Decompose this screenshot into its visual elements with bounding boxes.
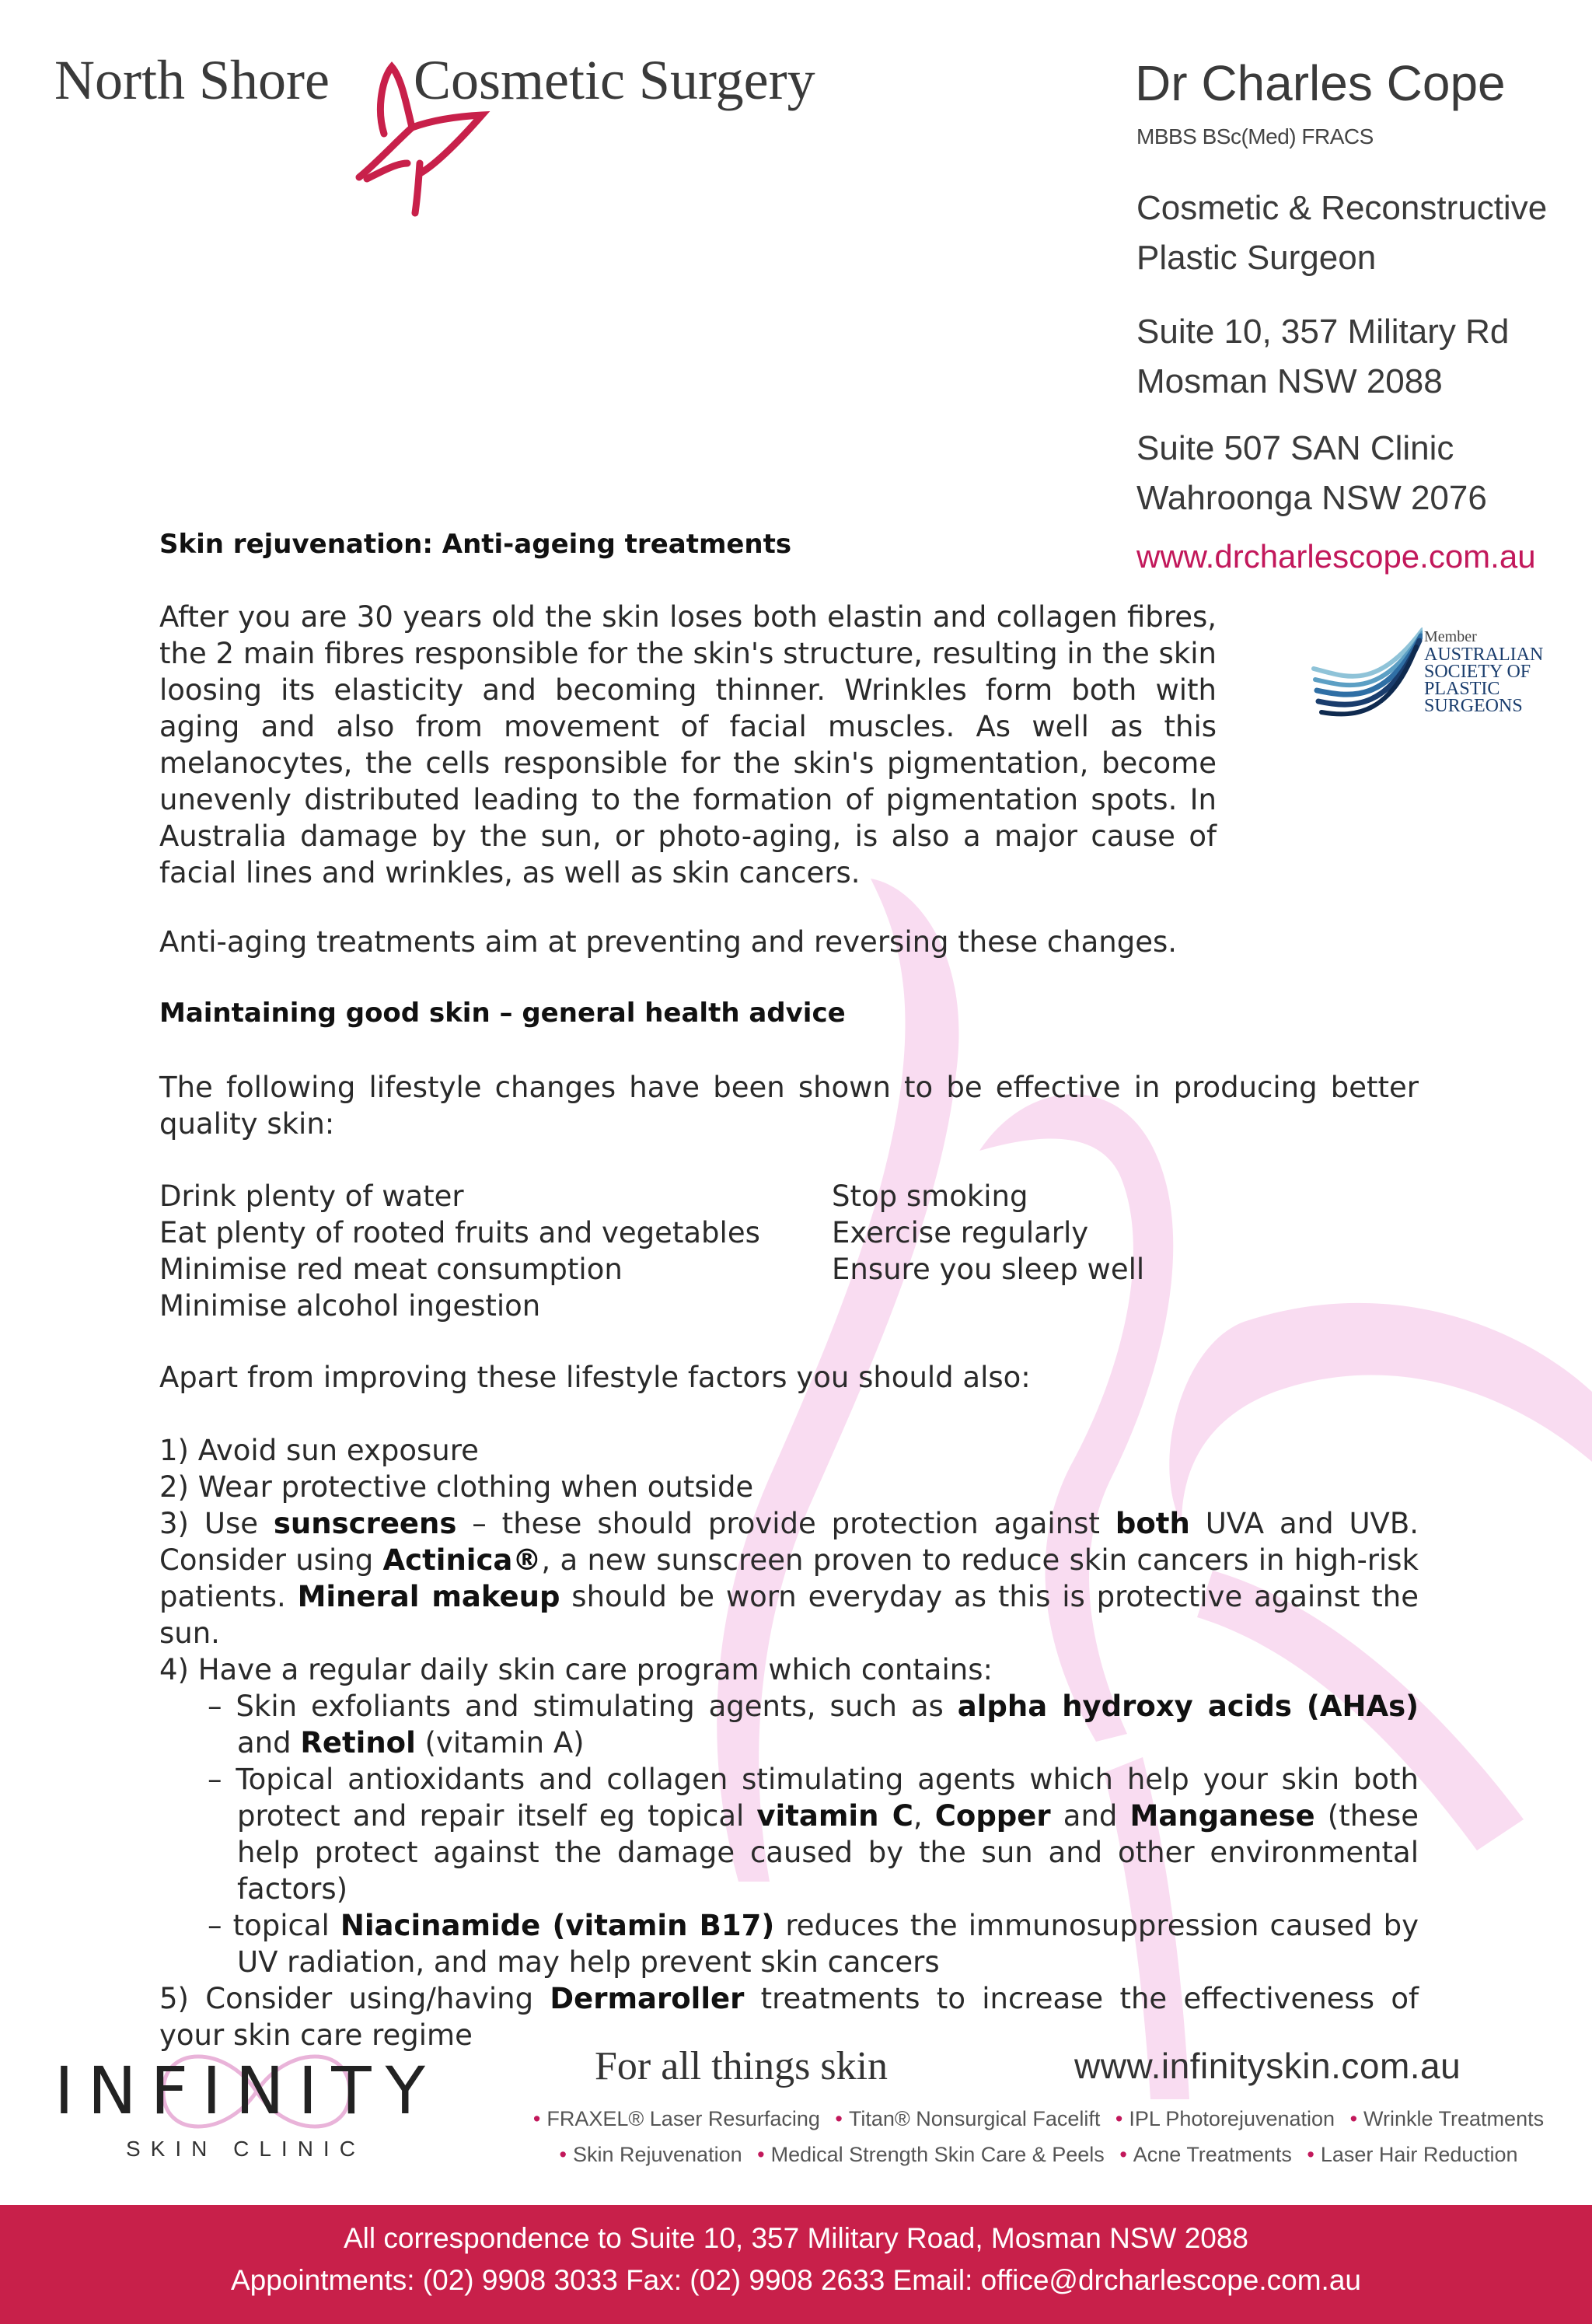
heading-maintaining-skin: Maintaining good skin – general health advice [159, 998, 846, 1029]
apart-from-paragraph: Apart from improving these lifestyle factors you should also: [159, 1361, 1031, 1394]
infinity-skin-clinic-logo [54, 2029, 459, 2161]
service-item: • Acne Treatments [1110, 2143, 1292, 2166]
list-item: Ensure you sleep well [832, 1253, 1145, 1286]
contact-details-line: Appointments: (02) 9908 3033 Fax: (02) 9908 2633 Email: office@drcharlescope.com.au [231, 2264, 1361, 2296]
service-item: • Laser Hair Reduction [1297, 2143, 1517, 2166]
list-item: Minimise alcohol ingestion [159, 1289, 541, 1323]
service-item: • FRAXEL® Laser Resurfacing [524, 2107, 820, 2130]
service-item: • Wrinkle Treatments [1341, 2107, 1545, 2130]
asps-line4: SURGEONS [1424, 696, 1523, 716]
service-item: • IPL Photorejuvenation [1106, 2107, 1335, 2130]
list-item: Drink plenty of water [159, 1179, 464, 1213]
lifestyle-list-right [832, 1178, 1144, 1288]
asps-line3: PLASTIC [1424, 679, 1500, 699]
doctor-title-line1: Cosmetic & Reconstructive [1136, 189, 1548, 227]
brand-right: Cosmetic Surgery [413, 49, 815, 111]
doctor-name: Dr Charles Cope [1135, 55, 1506, 111]
services-row-1 [498, 2101, 1570, 2137]
doctor-qualifications: MBBS BSc(Med) FRACS [1136, 124, 1374, 149]
asps-swoosh-icon [1306, 622, 1423, 731]
service-item: • Skin Rejuvenation [550, 2143, 742, 2166]
heading-skin-rejuvenation: Skin rejuvenation: Anti-ageing treatments [159, 529, 792, 560]
intro-paragraph: After you are 30 years old the skin loses both elastin and collagen fibres, the 2 main fibres responsible for the skin's structure, resulting in the skin loosing its elasticity and becoming thinner. Wrinkles form both with aging and also from movement of facial muscles. As well as this melanocytes, the cells responsible for the skin's pigmentation, become unevenly distributed leading to the formation of pigmentation spots. In Australia damage by the sun, or photo-aging, is also a major cause of facial lines and wrinkles, as well as skin cancers. [159, 600, 1217, 889]
anti-aging-aim-paragraph: Anti-aging treatments aim at preventing and reversing these changes. [159, 925, 1178, 959]
step-4-sub-3: – topical Niacinamide (vitamin B17) reduces the immunosuppression caused by UV radiation, and may help prevent skin cancers [208, 1909, 1419, 1979]
butterfly-logo-icon [336, 47, 491, 218]
practice-website-link[interactable]: www.drcharlescope.com.au [1136, 538, 1536, 575]
infinity-tagline: For all things skin [595, 2044, 889, 2088]
list-item: Stop smoking [832, 1179, 1028, 1213]
address-mosman [1136, 307, 1572, 407]
lifestyle-intro-paragraph: The following lifestyle changes have been shown to be effective in producing better quality skin: [159, 1071, 1419, 1141]
infinity-website-link[interactable]: www.infinityskin.com.au [1074, 2046, 1461, 2086]
asps-member-badge [1306, 622, 1555, 731]
step-2: 2) Wear protective clothing when outside [159, 1470, 754, 1504]
list-item: Exercise regularly [832, 1216, 1089, 1249]
step-4: 4) Have a regular daily skin care program which contains: [159, 1653, 993, 1686]
recommendation-steps [159, 1432, 1419, 2053]
list-item: Eat plenty of rooted fruits and vegetables [159, 1216, 760, 1249]
services-row-2 [498, 2137, 1570, 2172]
step-5: 5) Consider using/having Dermaroller treatments to increase the effectiveness of your skin care regime [159, 1982, 1419, 2052]
skin-clinic-label: SKIN CLINIC [126, 2137, 365, 2161]
address-wahroonga-line1: Suite 507 SAN Clinic [1136, 429, 1454, 467]
step-3: 3) Use sunscreens – these should provide protection against both UVA and UVB. Consider using Actinica®, a new sunscreen proven to reduce skin cancers in high-risk patients. Mineral makeup should be worn everyday as this is protective against the sun. [159, 1507, 1419, 1650]
asps-member-label: Member [1424, 628, 1477, 645]
doctor-title [1136, 183, 1572, 283]
service-item: • Titan® Nonsurgical Facelift [826, 2107, 1100, 2130]
lifestyle-list-left [159, 1178, 760, 1324]
address-mosman-line1: Suite 10, 357 Military Rd [1136, 313, 1510, 351]
step-4-sub-2: – Topical antioxidants and collagen stimulating agents which help your skin both protect and repair itself eg topical vitamin C, Copper and Manganese (these help protect against the damage caused by the sun and other environmental factors) [208, 1763, 1419, 1906]
step-1: 1) Avoid sun exposure [159, 1434, 479, 1467]
asps-line1: AUSTRALIAN [1424, 645, 1544, 665]
doctor-title-line2: Plastic Surgeon [1136, 239, 1377, 277]
services-list [498, 2101, 1570, 2172]
list-item: Minimise red meat consumption [159, 1253, 623, 1286]
contact-footer-bar [0, 2205, 1592, 2324]
address-mosman-line2: Mosman NSW 2088 [1136, 362, 1443, 400]
step-4-sub-1: – Skin exfoliants and stimulating agents, such as alpha hydroxy acids (AHAs) and Retinol (vitamin A) [208, 1690, 1419, 1760]
address-wahroonga-line2: Wahroonga NSW 2076 [1136, 479, 1487, 517]
brand-left: North Shore [54, 49, 330, 111]
address-wahroonga [1136, 424, 1572, 523]
asps-text [1424, 628, 1543, 715]
correspondence-line: All correspondence to Suite 10, 357 Military Road, Mosman NSW 2088 [343, 2222, 1249, 2254]
infinity-wordmark: INFINITY [54, 2053, 439, 2129]
asps-line2: SOCIETY OF [1424, 662, 1531, 682]
service-item: • Medical Strength Skin Care & Peels [748, 2143, 1105, 2166]
